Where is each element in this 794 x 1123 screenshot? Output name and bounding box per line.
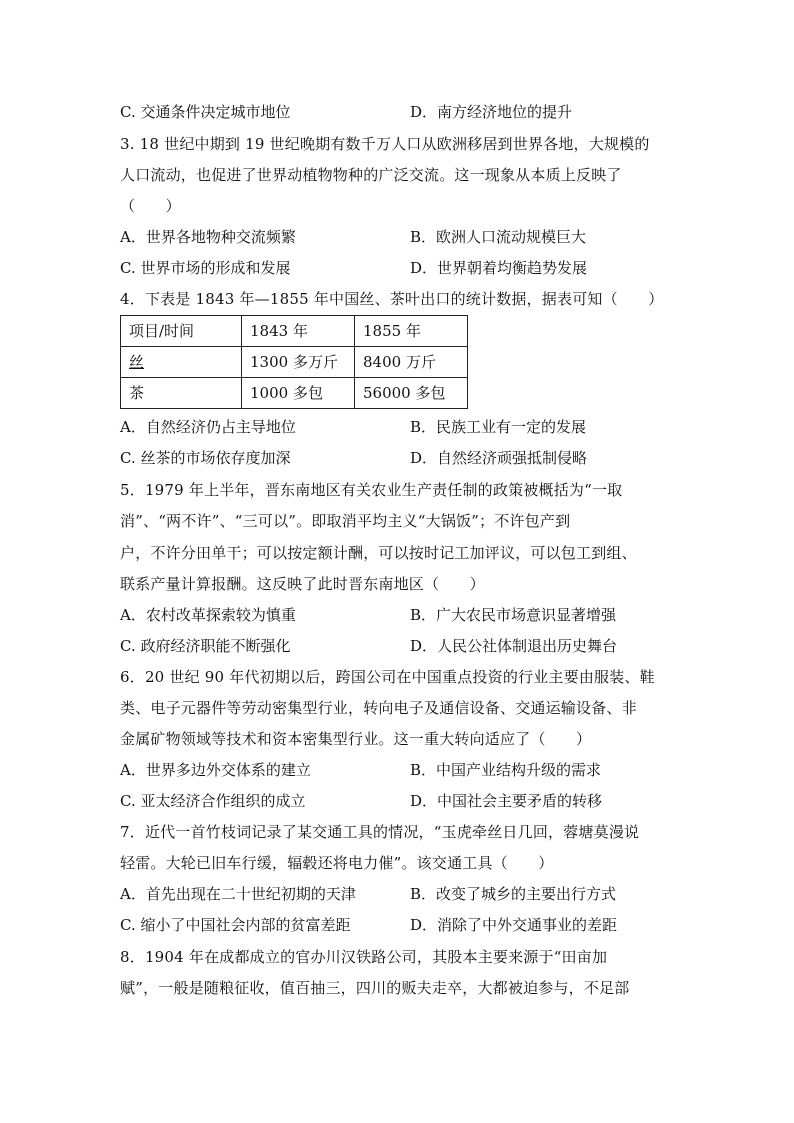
q3-options-row-ab — [120, 227, 680, 247]
q7-options-row-cd — [120, 915, 680, 935]
q3-options-row-cd — [120, 258, 680, 278]
q4-option-d: D．自然经济顽强抵制侵略 — [410, 449, 588, 467]
q5-stem-line-2: 消”、“两不许”、“三可以”。即取消平均主义“大锅饭”；不许包产到 — [120, 512, 571, 530]
q7-stem-line-1: 7．近代一首竹枝词记录了某交通工具的情况，“玉虎牵丝日几回，蓉塘莫漫说 — [120, 823, 640, 841]
table-header-cell: 项目/时间 — [121, 316, 242, 347]
q2-option-c: C. 交通条件决定城市地位 — [120, 103, 291, 121]
q6-option-c: C. 亚太经济合作组织的成立 — [120, 792, 306, 810]
q7-stem-line-2: 轻雷。大轮已旧车行缓，辐毂还将电力催”。该交通工具（ ） — [120, 854, 554, 872]
q6-stem-line-3: 金属矿物领域等技术和资本密集型行业。这一重大转向适应了（ ） — [120, 730, 592, 748]
q6-option-a: A．世界多边外交体系的建立 — [120, 761, 311, 779]
table-header-row — [121, 316, 468, 347]
q2-option-d: D．南方经济地位的提升 — [410, 103, 573, 121]
q5-option-a: A．农村改革探索较为慎重 — [120, 606, 296, 624]
table-header-cell: 1843 年 — [242, 316, 355, 347]
q5-option-d: D．人民公社体制退出历史舞台 — [410, 637, 618, 655]
q4-data-table — [120, 315, 468, 409]
q3-stem-line-3: （ ） — [120, 197, 181, 215]
q7-option-c: C. 缩小了中国社会内部的贫富差距 — [120, 916, 351, 934]
table-header-cell: 1855 年 — [355, 316, 468, 347]
q3-option-b: B．欧洲人口流动规模巨大 — [410, 228, 587, 246]
q5-stem-line-1: 5．1979 年上半年，晋东南地区有关农业生产责任制的政策被概括为“一取 — [120, 481, 623, 499]
q2-options-row-cd — [120, 102, 680, 122]
q4-options-row-ab — [120, 417, 680, 437]
q5-option-b: B．广大农民市场意识显著增强 — [410, 606, 617, 624]
q4-options-row-cd — [120, 448, 680, 468]
q5-options-row-ab — [120, 605, 680, 625]
table-cell: 56000 多包 — [355, 378, 468, 409]
q4-stem-line-1: 4．下表是 1843 年—1855 年中国丝、茶叶出口的统计数据，据表可知（ ） — [120, 290, 664, 308]
table-cell: 丝 — [121, 347, 242, 378]
q5-options-row-cd — [120, 636, 680, 656]
table-cell: 1300 多万斤 — [242, 347, 355, 378]
q5-stem-line-3: 户，不许分田单干；可以按定额计酬，可以按时记工加评议，可以包工到组、 — [120, 544, 637, 562]
q3-option-a: A．世界各地物种交流频繁 — [120, 228, 296, 246]
table-cell: 茶 — [121, 378, 242, 409]
q7-option-a: A．首先出现在二十世纪初期的天津 — [120, 885, 356, 903]
q3-stem-line-2: 人口流动，也促进了世界动植物物种的广泛交流。这一现象从本质上反映了 — [120, 166, 622, 184]
q5-stem-line-4: 联系产量计算报酬。这反映了此时晋东南地区（ ） — [120, 575, 485, 593]
q6-options-row-cd — [120, 791, 680, 811]
q4-option-a: A．自然经济仍占主导地位 — [120, 418, 296, 436]
table-row — [121, 378, 468, 409]
q8-stem-line-1: 8．1904 年在成都成立的官办川汉铁路公司，其股本主要来源于“田亩加 — [120, 948, 608, 966]
q3-option-d: D．世界朝着均衡趋势发展 — [410, 259, 588, 277]
table-cell: 1000 多包 — [242, 378, 355, 409]
q3-stem-line-1: 3. 18 世纪中期到 19 世纪晚期有数千万人口从欧洲移居到世界各地，大规模的 — [120, 135, 650, 153]
table-row — [121, 347, 468, 378]
q7-options-row-ab — [120, 884, 680, 904]
q6-options-row-ab — [120, 760, 680, 780]
q6-stem-line-2: 类、电子元器件等劳动密集型行业，转向电子及通信设备、交通运输设备、非 — [120, 699, 637, 717]
q7-option-b: B．改变了城乡的主要出行方式 — [410, 885, 617, 903]
q3-option-c: C. 世界市场的形成和发展 — [120, 259, 291, 277]
q8-stem-line-2: 赋”，一般是随粮征收，值百抽三，四川的贩夫走卒，大都被迫参与，不足部 — [120, 979, 630, 997]
q6-option-d: D．中国社会主要矛盾的转移 — [410, 792, 603, 810]
table-cell: 8400 万斤 — [355, 347, 468, 378]
q5-option-c: C. 政府经济职能不断强化 — [120, 637, 291, 655]
q6-stem-line-1: 6．20 世纪 90 年代初期以后，跨国公司在中国重点投资的行业主要由服装、鞋 — [120, 668, 655, 686]
q4-option-c: C. 丝茶的市场依存度加深 — [120, 449, 291, 467]
q4-option-b: B．民族工业有一定的发展 — [410, 418, 587, 436]
q7-option-d: D．消除了中外交通事业的差距 — [410, 916, 618, 934]
q6-option-b: B．中国产业结构升级的需求 — [410, 761, 602, 779]
